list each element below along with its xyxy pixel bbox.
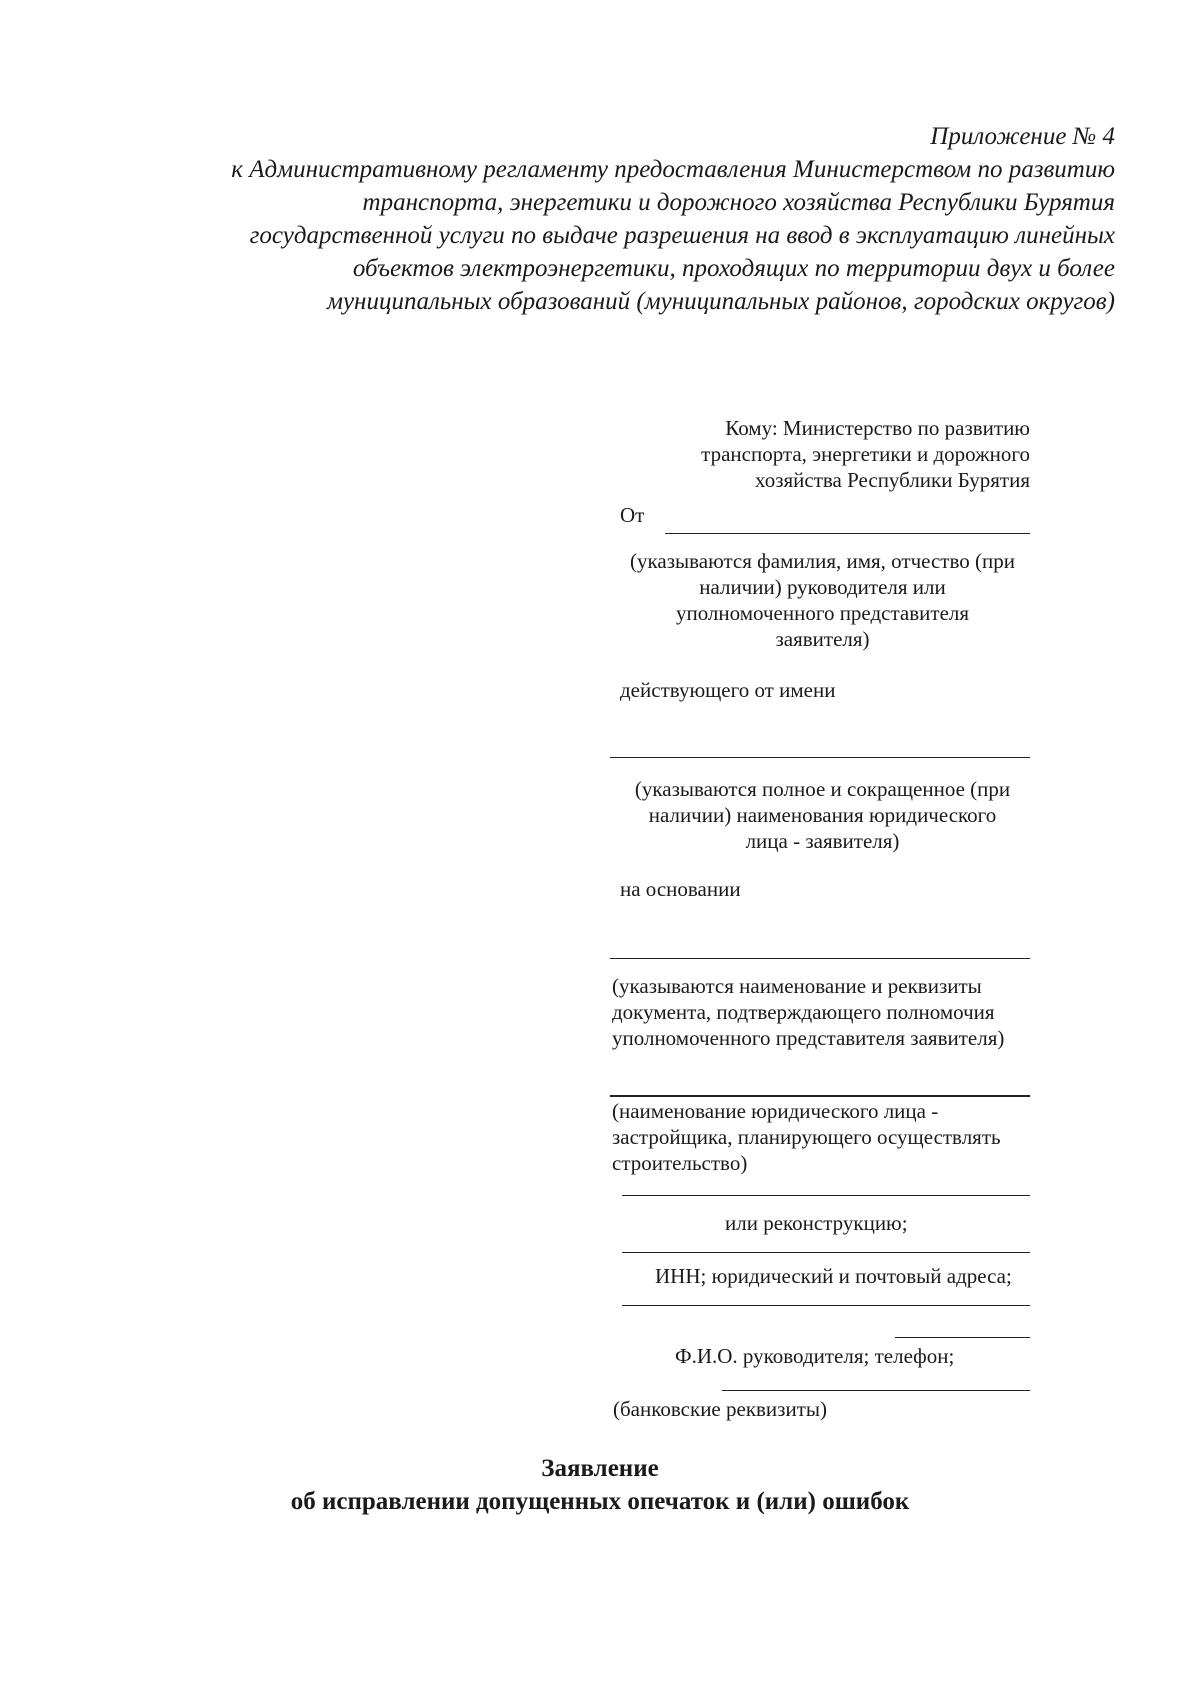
- acting-hint-line-1: (указываются полное и сокращенное (при: [634, 777, 1011, 801]
- appendix-text: к Административному регламенту предоставления Министерством по развитию транспорта, энергетики и дорожного хозяйства Республики Бурятия государственной услуги по выдаче разрешения на ввод в эксплуатацию линейных объектов электроэнергетики, проходящих по территории двух и более муниципальных образований (муниципальных районов, городских округов): [231, 156, 1115, 315]
- from-input-line[interactable]: [665, 533, 1030, 534]
- acting-label: действующего от имени: [620, 678, 836, 702]
- acting-input-line[interactable]: [610, 757, 1030, 758]
- to-line-2: транспорта, энергетики и дорожного: [701, 442, 1030, 466]
- addressee-to: [640, 415, 1030, 493]
- to-line-1: Кому: Министерство по развитию: [725, 416, 1030, 440]
- basis-hint-line-1: (указываются наименование и реквизиты: [612, 974, 982, 998]
- inn-label: ИНН; юридический и почтовый адреса;: [655, 1264, 1012, 1288]
- acting-hint-line-2: наличии) наименования юридического: [648, 803, 997, 827]
- developer-input-line[interactable]: [610, 1095, 1030, 1097]
- from-hint-line-2: наличии) руководителя или: [699, 575, 946, 599]
- basis-label: на основании: [620, 877, 741, 901]
- appendix-header: [185, 120, 1115, 318]
- appendix-title: Приложение № 4: [930, 123, 1115, 150]
- reconstruction-input-line[interactable]: [622, 1195, 1030, 1196]
- statement-subtitle: об исправлении допущенных опечаток и (или) ошибок: [290, 1488, 910, 1515]
- from-hint-line-3: уполномоченного представителя: [675, 601, 970, 625]
- address-input-line[interactable]: [622, 1305, 1030, 1306]
- basis-hint-line-2: документа, подтверждающего полномочия: [612, 1000, 995, 1024]
- acting-hint: [600, 776, 1045, 854]
- from-hint-line-4: заявителя): [775, 627, 870, 651]
- statement-title: Заявление: [541, 1455, 659, 1482]
- developer-hint-line-3: строительство): [612, 1151, 748, 1175]
- inn-input-line[interactable]: [622, 1252, 1030, 1253]
- developer-hint-line-1: (наименование юридического лица -: [612, 1099, 939, 1123]
- developer-hint: [612, 1098, 1042, 1176]
- from-hint: [600, 548, 1045, 652]
- reconstruction-label: или реконструкцию;: [725, 1211, 908, 1235]
- bank-label: (банковские реквизиты): [613, 1397, 827, 1421]
- basis-hint: [612, 973, 1042, 1051]
- head-input-line[interactable]: [895, 1337, 1030, 1338]
- bank-input-line[interactable]: [722, 1390, 1030, 1391]
- head-label: Ф.И.О. руководителя; телефон;: [675, 1344, 955, 1368]
- from-label: От: [620, 503, 645, 527]
- basis-input-line[interactable]: [610, 958, 1030, 959]
- from-hint-line-1: (указываются фамилия, имя, отчество (при: [630, 549, 1015, 573]
- acting-hint-line-3: лица - заявителя): [745, 829, 900, 853]
- to-line-3: хозяйства Республики Бурятия: [755, 468, 1030, 492]
- developer-hint-line-2: застройщика, планирующего осуществлять: [612, 1125, 1001, 1149]
- basis-hint-line-3: уполномоченного представителя заявителя): [612, 1026, 1005, 1050]
